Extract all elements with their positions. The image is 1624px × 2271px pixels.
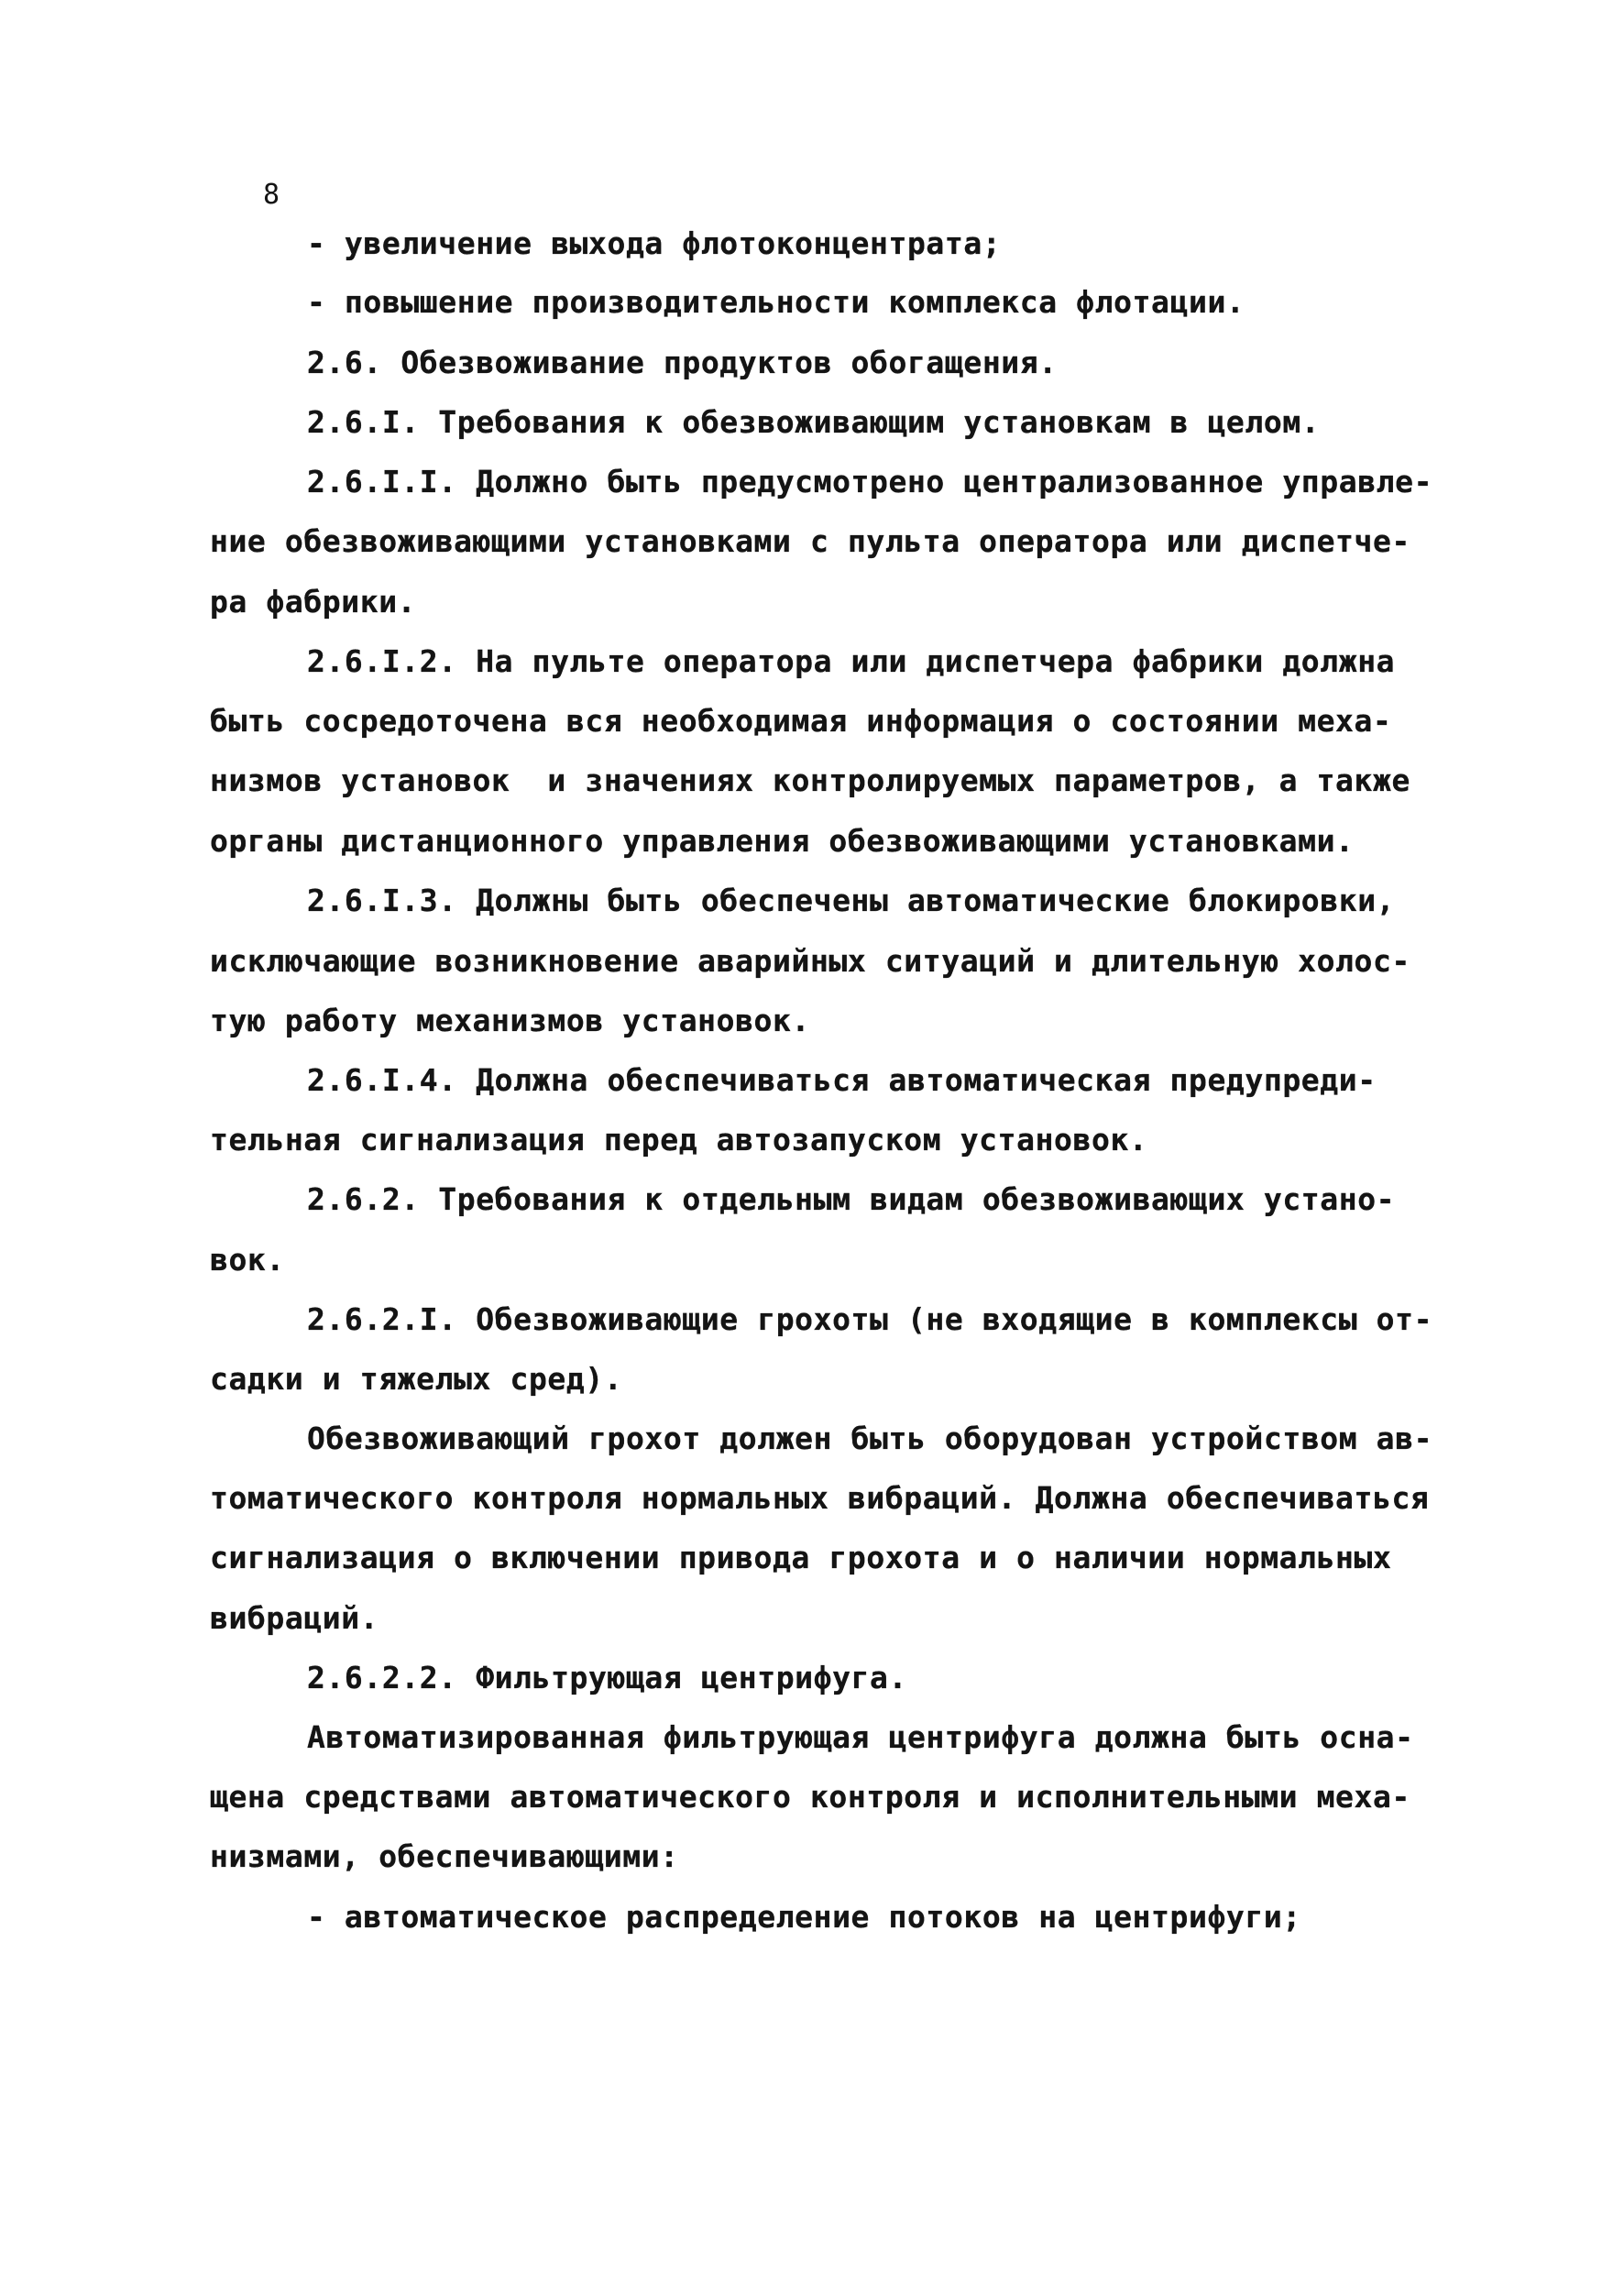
paragraph-line: 2.6.I.3. Должны быть обеспечены автоматические блокировки, [307, 883, 1396, 918]
paragraph-line: низмов установок и значениях контролируемых параметров, а также [210, 762, 1410, 798]
paragraph-line: ние обезвоживающими установками с пульта оператора или диспетче- [210, 523, 1410, 559]
bullet-line-3: - автоматическое распределение потоков на центрифуги; [307, 1899, 1301, 1935]
paragraph-line: 2.6.2.I. Обезвоживающие грохоты (не входящие в комплексы от- [307, 1301, 1433, 1337]
section-heading-2-6-1: 2.6.I. Требования к обезвоживающим установкам в целом. [307, 404, 1321, 440]
paragraph-line: низмами, обеспечивающими: [210, 1838, 679, 1874]
paragraph-line: сигнализация о включении привода грохота и о наличии нормальных [210, 1540, 1392, 1575]
paragraph-line: Обезвоживающий грохот должен быть оборудован устройством ав- [307, 1421, 1433, 1456]
paragraph-line: вок. [210, 1242, 285, 1278]
paragraph-line: органы дистанционного управления обезвоживающими установками. [210, 823, 1355, 859]
paragraph-line: быть сосредоточена вся необходимая информация о состоянии меха- [210, 703, 1392, 739]
paragraph-line: тельная сигнализация перед автозапуском установок. [210, 1122, 1148, 1157]
section-heading-2-6: 2.6. Обезвоживание продуктов обогащения. [307, 345, 1058, 380]
paragraph-line: 2.6.I.2. На пульте оператора или диспетчера фабрики должна [307, 643, 1396, 679]
paragraph-line: томатического контроля нормальных вибраций. Должна обеспечиваться [210, 1480, 1430, 1516]
paragraph-line: Автоматизированная фильтрующая центрифуга должна быть осна- [307, 1719, 1414, 1755]
paragraph-line: тую работу механизмов установок. [210, 1003, 810, 1038]
bullet-line-2: - повышение производительности комплекса флотации. [307, 284, 1245, 320]
paragraph-line: садки и тяжелых сред). [210, 1361, 623, 1397]
paragraph-line: 2.6.I.I. Должно быть предусмотрено централизованное управле- [307, 464, 1433, 499]
paragraph-line: исключающие возникновение аварийных ситуаций и длительную холос- [210, 943, 1410, 979]
paragraph-line: 2.6.I.4. Должна обеспечиваться автоматическая предупреди- [307, 1062, 1377, 1098]
section-heading-2-6-2: 2.6.2. Требования к отдельным видам обезвоживающих устано- [307, 1181, 1396, 1217]
paragraph-line: щена средствами автоматического контроля и исполнительными меха- [210, 1779, 1410, 1815]
paragraph-line: вибраций. [210, 1600, 379, 1636]
page-number: 8 [263, 179, 280, 211]
bullet-line-1: - увеличение выхода флотоконцентрата; [307, 225, 1002, 261]
paragraph-line: ра фабрики. [210, 584, 417, 620]
section-heading-2-6-2-2: 2.6.2.2. Фильтрующая центрифуга. [307, 1660, 907, 1695]
